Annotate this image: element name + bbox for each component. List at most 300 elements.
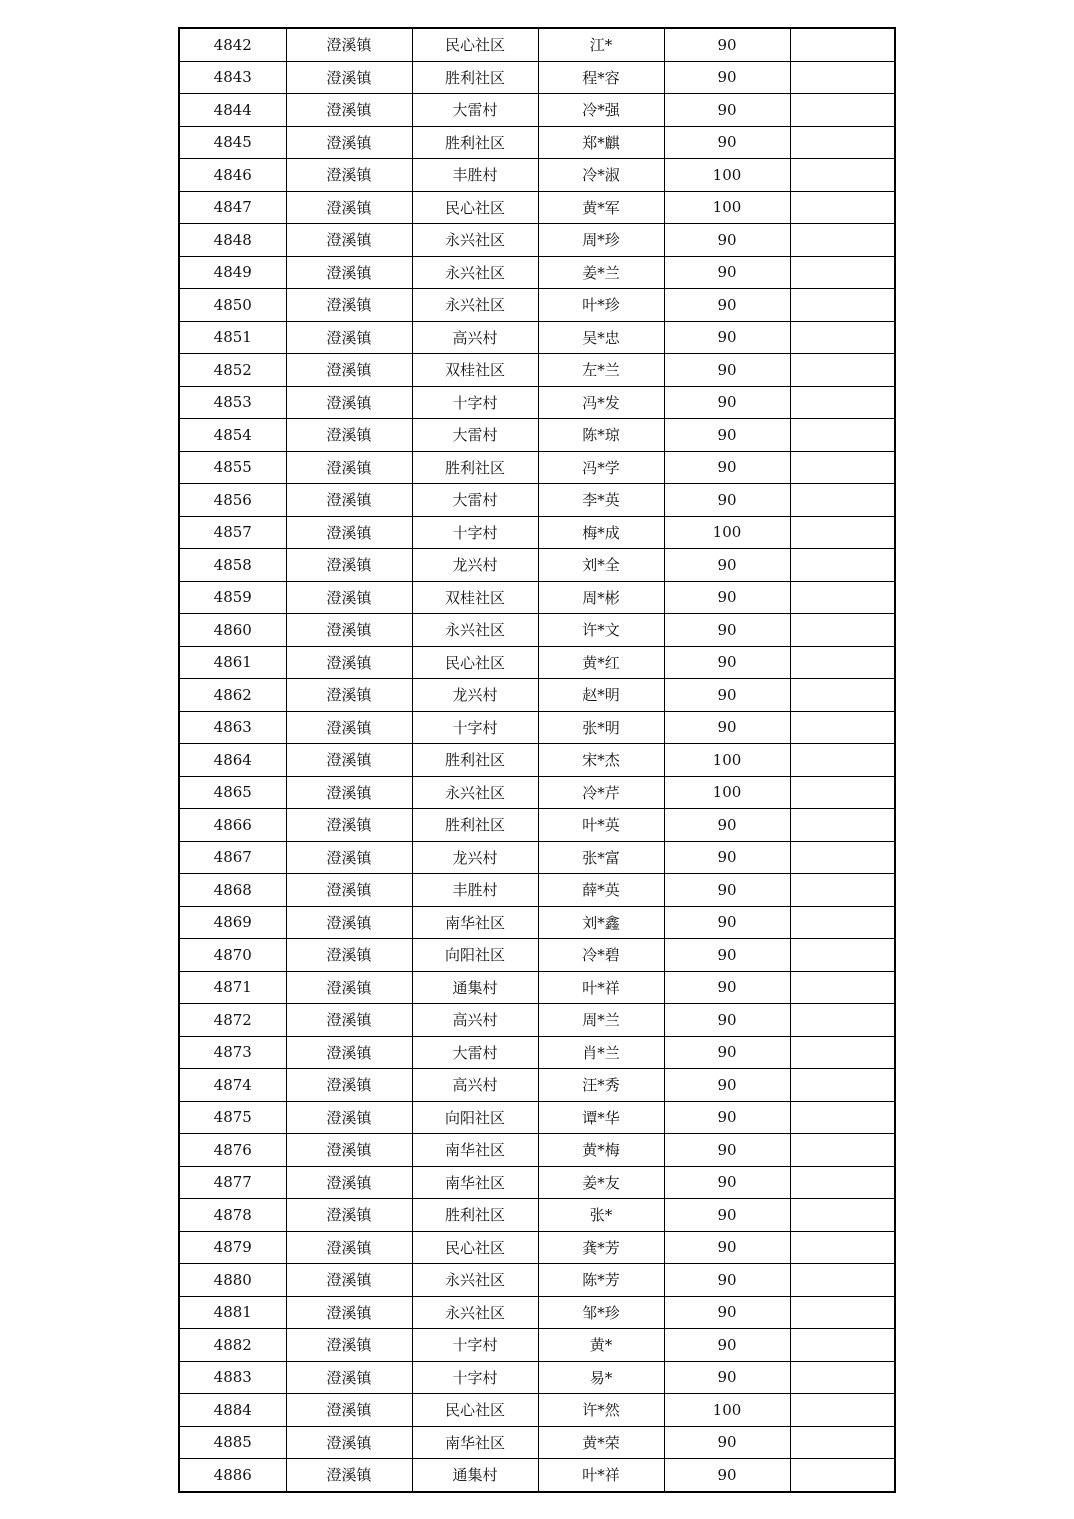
cell-index: 4877 bbox=[179, 1166, 286, 1199]
cell-community: 十字村 bbox=[412, 516, 538, 549]
cell-community: 胜利社区 bbox=[412, 1199, 538, 1232]
cell-index: 4875 bbox=[179, 1101, 286, 1134]
cell-index: 4881 bbox=[179, 1296, 286, 1329]
cell-community: 民心社区 bbox=[412, 1231, 538, 1264]
cell-town: 澄溪镇 bbox=[286, 841, 412, 874]
table-row bbox=[179, 516, 895, 549]
cell-community: 民心社区 bbox=[412, 191, 538, 224]
table-row bbox=[179, 1329, 895, 1362]
cell-index: 4885 bbox=[179, 1426, 286, 1459]
cell-town: 澄溪镇 bbox=[286, 289, 412, 322]
table-row bbox=[179, 1394, 895, 1427]
cell-name: 刘*全 bbox=[538, 549, 664, 582]
cell-community: 十字村 bbox=[412, 711, 538, 744]
cell-town: 澄溪镇 bbox=[286, 646, 412, 679]
cell-community: 十字村 bbox=[412, 386, 538, 419]
cell-name: 龚*芳 bbox=[538, 1231, 664, 1264]
cell-community: 高兴村 bbox=[412, 1069, 538, 1102]
cell-name: 肖*兰 bbox=[538, 1036, 664, 1069]
cell-index: 4870 bbox=[179, 939, 286, 972]
cell-remark bbox=[790, 1231, 895, 1264]
cell-name: 黄* bbox=[538, 1329, 664, 1362]
cell-town: 澄溪镇 bbox=[286, 744, 412, 777]
cell-town: 澄溪镇 bbox=[286, 451, 412, 484]
table-row bbox=[179, 1199, 895, 1232]
cell-index: 4846 bbox=[179, 159, 286, 192]
cell-community: 通集村 bbox=[412, 1459, 538, 1492]
cell-index: 4865 bbox=[179, 776, 286, 809]
table-row bbox=[179, 1036, 895, 1069]
cell-community: 通集村 bbox=[412, 971, 538, 1004]
table-row bbox=[179, 451, 895, 484]
cell-community: 龙兴村 bbox=[412, 841, 538, 874]
table-row bbox=[179, 841, 895, 874]
cell-remark bbox=[790, 614, 895, 647]
cell-town: 澄溪镇 bbox=[286, 1199, 412, 1232]
cell-index: 4864 bbox=[179, 744, 286, 777]
cell-name: 薛*英 bbox=[538, 874, 664, 907]
cell-town: 澄溪镇 bbox=[286, 516, 412, 549]
cell-remark bbox=[790, 744, 895, 777]
cell-town: 澄溪镇 bbox=[286, 126, 412, 159]
cell-town: 澄溪镇 bbox=[286, 224, 412, 257]
cell-remark bbox=[790, 159, 895, 192]
table-row bbox=[179, 646, 895, 679]
cell-index: 4868 bbox=[179, 874, 286, 907]
cell-name: 张*富 bbox=[538, 841, 664, 874]
cell-name: 张*明 bbox=[538, 711, 664, 744]
cell-name: 周*彬 bbox=[538, 581, 664, 614]
cell-name: 黄*梅 bbox=[538, 1134, 664, 1167]
cell-name: 冷*芹 bbox=[538, 776, 664, 809]
cell-name: 冯*学 bbox=[538, 451, 664, 484]
cell-score: 90 bbox=[664, 256, 790, 289]
cell-name: 谭*华 bbox=[538, 1101, 664, 1134]
cell-remark bbox=[790, 1264, 895, 1297]
cell-index: 4849 bbox=[179, 256, 286, 289]
cell-town: 澄溪镇 bbox=[286, 614, 412, 647]
cell-community: 胜利社区 bbox=[412, 61, 538, 94]
cell-remark bbox=[790, 874, 895, 907]
table-row bbox=[179, 224, 895, 257]
cell-index: 4869 bbox=[179, 906, 286, 939]
cell-score: 90 bbox=[664, 1459, 790, 1492]
cell-score: 90 bbox=[664, 971, 790, 1004]
cell-town: 澄溪镇 bbox=[286, 386, 412, 419]
cell-community: 高兴村 bbox=[412, 321, 538, 354]
cell-community: 大雷村 bbox=[412, 94, 538, 127]
table-row bbox=[179, 419, 895, 452]
cell-remark bbox=[790, 549, 895, 582]
cell-name: 刘*鑫 bbox=[538, 906, 664, 939]
cell-index: 4850 bbox=[179, 289, 286, 322]
cell-name: 左*兰 bbox=[538, 354, 664, 387]
cell-index: 4842 bbox=[179, 28, 286, 61]
cell-town: 澄溪镇 bbox=[286, 354, 412, 387]
cell-town: 澄溪镇 bbox=[286, 1069, 412, 1102]
cell-town: 澄溪镇 bbox=[286, 1426, 412, 1459]
cell-remark bbox=[790, 516, 895, 549]
cell-community: 永兴社区 bbox=[412, 224, 538, 257]
cell-community: 南华社区 bbox=[412, 1166, 538, 1199]
cell-index: 4848 bbox=[179, 224, 286, 257]
cell-score: 90 bbox=[664, 94, 790, 127]
cell-score: 90 bbox=[664, 646, 790, 679]
cell-remark bbox=[790, 841, 895, 874]
cell-score: 90 bbox=[664, 484, 790, 517]
cell-community: 十字村 bbox=[412, 1361, 538, 1394]
cell-name: 汪*秀 bbox=[538, 1069, 664, 1102]
cell-town: 澄溪镇 bbox=[286, 159, 412, 192]
cell-score: 90 bbox=[664, 61, 790, 94]
cell-name: 叶*祥 bbox=[538, 1459, 664, 1492]
cell-name: 黄*荣 bbox=[538, 1426, 664, 1459]
table-row bbox=[179, 744, 895, 777]
cell-score: 90 bbox=[664, 1069, 790, 1102]
cell-remark bbox=[790, 256, 895, 289]
cell-town: 澄溪镇 bbox=[286, 1296, 412, 1329]
cell-town: 澄溪镇 bbox=[286, 1036, 412, 1069]
table-row bbox=[179, 1101, 895, 1134]
cell-name: 张* bbox=[538, 1199, 664, 1232]
table-row bbox=[179, 1264, 895, 1297]
cell-town: 澄溪镇 bbox=[286, 1101, 412, 1134]
cell-index: 4884 bbox=[179, 1394, 286, 1427]
cell-index: 4874 bbox=[179, 1069, 286, 1102]
table-row bbox=[179, 1134, 895, 1167]
cell-score: 100 bbox=[664, 1394, 790, 1427]
table-body bbox=[179, 28, 895, 1492]
cell-remark bbox=[790, 1394, 895, 1427]
table-row bbox=[179, 776, 895, 809]
cell-index: 4863 bbox=[179, 711, 286, 744]
cell-community: 永兴社区 bbox=[412, 256, 538, 289]
cell-score: 90 bbox=[664, 1036, 790, 1069]
cell-town: 澄溪镇 bbox=[286, 971, 412, 1004]
cell-name: 黄*军 bbox=[538, 191, 664, 224]
cell-index: 4856 bbox=[179, 484, 286, 517]
cell-index: 4873 bbox=[179, 1036, 286, 1069]
table-row bbox=[179, 94, 895, 127]
cell-community: 龙兴村 bbox=[412, 549, 538, 582]
cell-town: 澄溪镇 bbox=[286, 1134, 412, 1167]
table-row bbox=[179, 906, 895, 939]
table-row bbox=[179, 159, 895, 192]
cell-name: 易* bbox=[538, 1361, 664, 1394]
cell-index: 4859 bbox=[179, 581, 286, 614]
cell-name: 郑*麒 bbox=[538, 126, 664, 159]
cell-town: 澄溪镇 bbox=[286, 679, 412, 712]
table-row bbox=[179, 256, 895, 289]
cell-remark bbox=[790, 451, 895, 484]
cell-remark bbox=[790, 1426, 895, 1459]
cell-name: 冷*碧 bbox=[538, 939, 664, 972]
cell-score: 90 bbox=[664, 841, 790, 874]
cell-score: 90 bbox=[664, 1296, 790, 1329]
cell-town: 澄溪镇 bbox=[286, 874, 412, 907]
cell-score: 90 bbox=[664, 809, 790, 842]
table-row bbox=[179, 1459, 895, 1492]
cell-remark bbox=[790, 1296, 895, 1329]
cell-remark bbox=[790, 94, 895, 127]
cell-town: 澄溪镇 bbox=[286, 581, 412, 614]
cell-score: 90 bbox=[664, 419, 790, 452]
cell-name: 邹*珍 bbox=[538, 1296, 664, 1329]
table-row bbox=[179, 1166, 895, 1199]
cell-score: 100 bbox=[664, 744, 790, 777]
cell-index: 4879 bbox=[179, 1231, 286, 1264]
cell-score: 90 bbox=[664, 289, 790, 322]
cell-score: 90 bbox=[664, 321, 790, 354]
table-row bbox=[179, 809, 895, 842]
cell-remark bbox=[790, 1101, 895, 1134]
cell-score: 90 bbox=[664, 581, 790, 614]
cell-town: 澄溪镇 bbox=[286, 1231, 412, 1264]
cell-town: 澄溪镇 bbox=[286, 321, 412, 354]
cell-remark bbox=[790, 354, 895, 387]
table-row bbox=[179, 971, 895, 1004]
cell-score: 90 bbox=[664, 1426, 790, 1459]
cell-town: 澄溪镇 bbox=[286, 1361, 412, 1394]
cell-community: 永兴社区 bbox=[412, 1296, 538, 1329]
cell-community: 胜利社区 bbox=[412, 744, 538, 777]
cell-community: 永兴社区 bbox=[412, 289, 538, 322]
cell-name: 周*珍 bbox=[538, 224, 664, 257]
cell-remark bbox=[790, 1459, 895, 1492]
cell-community: 向阳社区 bbox=[412, 1101, 538, 1134]
cell-community: 大雷村 bbox=[412, 1036, 538, 1069]
cell-community: 高兴村 bbox=[412, 1004, 538, 1037]
cell-score: 90 bbox=[664, 224, 790, 257]
cell-score: 90 bbox=[664, 354, 790, 387]
cell-town: 澄溪镇 bbox=[286, 1459, 412, 1492]
table-row bbox=[179, 126, 895, 159]
cell-name: 黄*红 bbox=[538, 646, 664, 679]
cell-community: 胜利社区 bbox=[412, 809, 538, 842]
cell-community: 南华社区 bbox=[412, 1134, 538, 1167]
cell-remark bbox=[790, 28, 895, 61]
cell-name: 周*兰 bbox=[538, 1004, 664, 1037]
cell-town: 澄溪镇 bbox=[286, 711, 412, 744]
cell-index: 4882 bbox=[179, 1329, 286, 1362]
table-row bbox=[179, 61, 895, 94]
cell-score: 100 bbox=[664, 516, 790, 549]
cell-remark bbox=[790, 939, 895, 972]
cell-index: 4862 bbox=[179, 679, 286, 712]
cell-remark bbox=[790, 679, 895, 712]
table-row bbox=[179, 386, 895, 419]
cell-index: 4861 bbox=[179, 646, 286, 679]
cell-index: 4844 bbox=[179, 94, 286, 127]
table-row bbox=[179, 321, 895, 354]
cell-name: 宋*杰 bbox=[538, 744, 664, 777]
cell-name: 陈*芳 bbox=[538, 1264, 664, 1297]
cell-score: 90 bbox=[664, 28, 790, 61]
cell-name: 吴*忠 bbox=[538, 321, 664, 354]
cell-index: 4876 bbox=[179, 1134, 286, 1167]
cell-remark bbox=[790, 776, 895, 809]
cell-town: 澄溪镇 bbox=[286, 419, 412, 452]
table-row bbox=[179, 1426, 895, 1459]
cell-score: 90 bbox=[664, 939, 790, 972]
table-row bbox=[179, 874, 895, 907]
cell-name: 李*英 bbox=[538, 484, 664, 517]
cell-index: 4886 bbox=[179, 1459, 286, 1492]
cell-community: 胜利社区 bbox=[412, 126, 538, 159]
cell-name: 叶*珍 bbox=[538, 289, 664, 322]
table-row bbox=[179, 679, 895, 712]
cell-remark bbox=[790, 1361, 895, 1394]
cell-remark bbox=[790, 581, 895, 614]
cell-index: 4855 bbox=[179, 451, 286, 484]
cell-town: 澄溪镇 bbox=[286, 61, 412, 94]
cell-score: 90 bbox=[664, 386, 790, 419]
table-row bbox=[179, 939, 895, 972]
cell-town: 澄溪镇 bbox=[286, 484, 412, 517]
cell-community: 南华社区 bbox=[412, 906, 538, 939]
cell-name: 赵*明 bbox=[538, 679, 664, 712]
cell-name: 冯*发 bbox=[538, 386, 664, 419]
table-row bbox=[179, 1004, 895, 1037]
cell-community: 大雷村 bbox=[412, 484, 538, 517]
cell-community: 民心社区 bbox=[412, 646, 538, 679]
cell-remark bbox=[790, 971, 895, 1004]
cell-remark bbox=[790, 1069, 895, 1102]
cell-name: 叶*祥 bbox=[538, 971, 664, 1004]
cell-name: 梅*成 bbox=[538, 516, 664, 549]
cell-remark bbox=[790, 321, 895, 354]
cell-town: 澄溪镇 bbox=[286, 939, 412, 972]
cell-index: 4880 bbox=[179, 1264, 286, 1297]
cell-name: 程*容 bbox=[538, 61, 664, 94]
cell-community: 永兴社区 bbox=[412, 1264, 538, 1297]
cell-town: 澄溪镇 bbox=[286, 256, 412, 289]
cell-name: 许*然 bbox=[538, 1394, 664, 1427]
cell-remark bbox=[790, 1134, 895, 1167]
cell-index: 4843 bbox=[179, 61, 286, 94]
cell-score: 90 bbox=[664, 1004, 790, 1037]
cell-remark bbox=[790, 61, 895, 94]
cell-community: 永兴社区 bbox=[412, 614, 538, 647]
cell-community: 双桂社区 bbox=[412, 354, 538, 387]
cell-community: 民心社区 bbox=[412, 1394, 538, 1427]
cell-index: 4860 bbox=[179, 614, 286, 647]
cell-remark bbox=[790, 809, 895, 842]
table-row bbox=[179, 484, 895, 517]
cell-community: 民心社区 bbox=[412, 28, 538, 61]
cell-score: 90 bbox=[664, 1231, 790, 1264]
cell-index: 4866 bbox=[179, 809, 286, 842]
cell-index: 4857 bbox=[179, 516, 286, 549]
cell-score: 90 bbox=[664, 711, 790, 744]
table-row bbox=[179, 1069, 895, 1102]
cell-score: 90 bbox=[664, 1199, 790, 1232]
cell-index: 4853 bbox=[179, 386, 286, 419]
cell-town: 澄溪镇 bbox=[286, 1394, 412, 1427]
cell-name: 冷*强 bbox=[538, 94, 664, 127]
table-row bbox=[179, 614, 895, 647]
cell-score: 100 bbox=[664, 776, 790, 809]
table-row bbox=[179, 28, 895, 61]
cell-score: 90 bbox=[664, 549, 790, 582]
cell-remark bbox=[790, 1004, 895, 1037]
cell-town: 澄溪镇 bbox=[286, 191, 412, 224]
table-row bbox=[179, 549, 895, 582]
table-row bbox=[179, 1361, 895, 1394]
cell-town: 澄溪镇 bbox=[286, 28, 412, 61]
cell-remark bbox=[790, 906, 895, 939]
cell-score: 90 bbox=[664, 1264, 790, 1297]
cell-remark bbox=[790, 1036, 895, 1069]
cell-index: 4852 bbox=[179, 354, 286, 387]
cell-town: 澄溪镇 bbox=[286, 1166, 412, 1199]
cell-name: 许*文 bbox=[538, 614, 664, 647]
cell-community: 双桂社区 bbox=[412, 581, 538, 614]
cell-name: 冷*淑 bbox=[538, 159, 664, 192]
cell-community: 永兴社区 bbox=[412, 776, 538, 809]
cell-community: 丰胜村 bbox=[412, 874, 538, 907]
cell-town: 澄溪镇 bbox=[286, 809, 412, 842]
cell-remark bbox=[790, 191, 895, 224]
cell-index: 4858 bbox=[179, 549, 286, 582]
cell-score: 90 bbox=[664, 874, 790, 907]
cell-remark bbox=[790, 386, 895, 419]
cell-community: 大雷村 bbox=[412, 419, 538, 452]
cell-score: 90 bbox=[664, 614, 790, 647]
cell-community: 丰胜村 bbox=[412, 159, 538, 192]
table-row bbox=[179, 354, 895, 387]
cell-score: 90 bbox=[664, 126, 790, 159]
cell-score: 90 bbox=[664, 1361, 790, 1394]
table-row bbox=[179, 289, 895, 322]
cell-community: 胜利社区 bbox=[412, 451, 538, 484]
cell-score: 90 bbox=[664, 451, 790, 484]
cell-name: 叶*英 bbox=[538, 809, 664, 842]
cell-community: 十字村 bbox=[412, 1329, 538, 1362]
cell-index: 4847 bbox=[179, 191, 286, 224]
cell-score: 90 bbox=[664, 906, 790, 939]
cell-community: 向阳社区 bbox=[412, 939, 538, 972]
cell-name: 姜*友 bbox=[538, 1166, 664, 1199]
cell-remark bbox=[790, 1329, 895, 1362]
cell-index: 4854 bbox=[179, 419, 286, 452]
table-row bbox=[179, 1231, 895, 1264]
cell-score: 90 bbox=[664, 1134, 790, 1167]
cell-remark bbox=[790, 419, 895, 452]
cell-remark bbox=[790, 126, 895, 159]
cell-score: 90 bbox=[664, 1101, 790, 1134]
cell-name: 江* bbox=[538, 28, 664, 61]
cell-index: 4871 bbox=[179, 971, 286, 1004]
cell-index: 4845 bbox=[179, 126, 286, 159]
cell-name: 姜*兰 bbox=[538, 256, 664, 289]
cell-town: 澄溪镇 bbox=[286, 776, 412, 809]
cell-remark bbox=[790, 1199, 895, 1232]
cell-remark bbox=[790, 1166, 895, 1199]
cell-town: 澄溪镇 bbox=[286, 1264, 412, 1297]
cell-score: 100 bbox=[664, 191, 790, 224]
cell-town: 澄溪镇 bbox=[286, 1004, 412, 1037]
table-row bbox=[179, 191, 895, 224]
data-table bbox=[178, 27, 896, 1493]
table-row bbox=[179, 711, 895, 744]
cell-index: 4851 bbox=[179, 321, 286, 354]
cell-town: 澄溪镇 bbox=[286, 94, 412, 127]
cell-score: 100 bbox=[664, 159, 790, 192]
cell-score: 90 bbox=[664, 1329, 790, 1362]
cell-community: 龙兴村 bbox=[412, 679, 538, 712]
cell-remark bbox=[790, 484, 895, 517]
